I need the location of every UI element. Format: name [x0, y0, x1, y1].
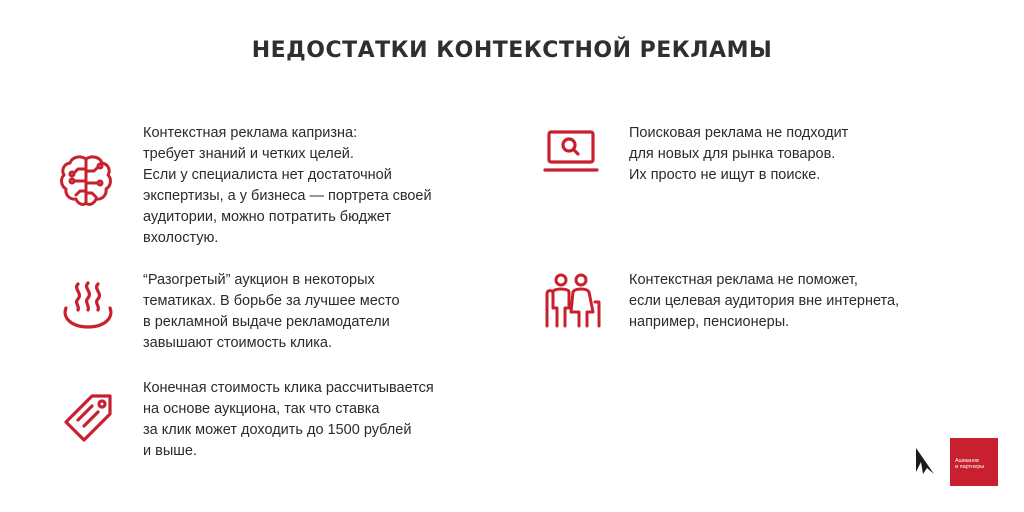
price-tag-icon: [58, 390, 118, 446]
company-logo: Ашманов и партнеры: [950, 438, 998, 486]
page-title: НЕДОСТАТКИ КОНТЕКСТНОЙ РЕКЛАМЫ: [251, 38, 773, 63]
elderly-couple-icon: [543, 272, 603, 330]
item-text-4: Поисковая реклама не подходит для новых для рынка товаров. Их просто не ищут в поиске.: [629, 125, 849, 183]
hot-bowl-icon: [58, 280, 118, 332]
brain-icon: [58, 153, 114, 213]
ashmanov-a-logo-icon: [914, 446, 936, 481]
item-text-5: Контекстная реклама не поможет, если целевая аудитория вне интернета, например, пенсионеры.: [629, 272, 900, 330]
item-text-1: Контекстная реклама капризна: требует знаний и четких целей. Если у специалиста нет достаточной экспертизы, а у бизнеса — портрета своей аудитории, можно потратить бюджет вхолостую.: [143, 125, 432, 246]
item-text-2: “Разогретый” аукцион в некоторых тематиках. В борьбе за лучшее место в рекламной выдаче рекламодатели завышают стоимость клика.: [143, 272, 400, 351]
item-text-3: Конечная стоимость клика рассчитывается на основе аукциона, так что ставка за клик может доходить до 1500 рублей и выше.: [143, 380, 434, 459]
laptop-search-icon: [543, 128, 599, 176]
